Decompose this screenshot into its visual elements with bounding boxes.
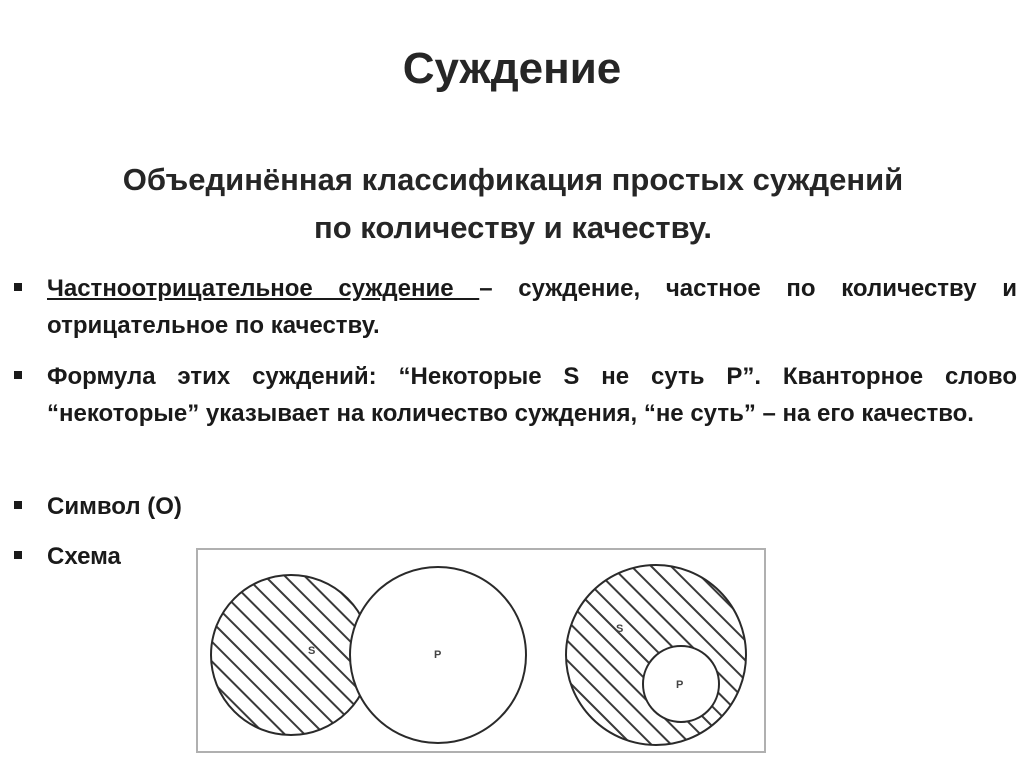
bullet-marker [14, 501, 22, 509]
bullet-marker [14, 551, 22, 559]
label-s-left: S [308, 645, 316, 657]
circle-s-left [211, 575, 371, 735]
subtitle-line-2: по количеству и качеству. [313, 210, 712, 245]
definition-text: – суждение, частное по количеству и отрицательное по качеству. [47, 275, 1017, 339]
label-p-left: P [434, 649, 442, 661]
bullet-text: Схема [47, 543, 121, 570]
bullet-text [47, 270, 1017, 344]
subtitle-line-1: Объединённая классификация простых суждений [122, 162, 904, 197]
slide-subtitle [20, 156, 1006, 252]
label-s-right: S [616, 623, 624, 635]
bullet-text: Символ (О) [47, 493, 182, 520]
slide-title: Суждение [402, 44, 622, 93]
label-p-right: P [676, 679, 684, 691]
bullet-text: Формула этих суждений: “Некоторые S не суть P”. Кванторное слово “некоторые” указывает на количество суждения, “не суть” – на его качество. [47, 363, 1017, 427]
euler-diagram-svg [196, 548, 766, 753]
bullet-marker [14, 371, 22, 379]
defined-term: Частноотрицательное суждение [47, 275, 480, 302]
bullet-marker [14, 283, 22, 291]
euler-diagram [196, 548, 766, 753]
